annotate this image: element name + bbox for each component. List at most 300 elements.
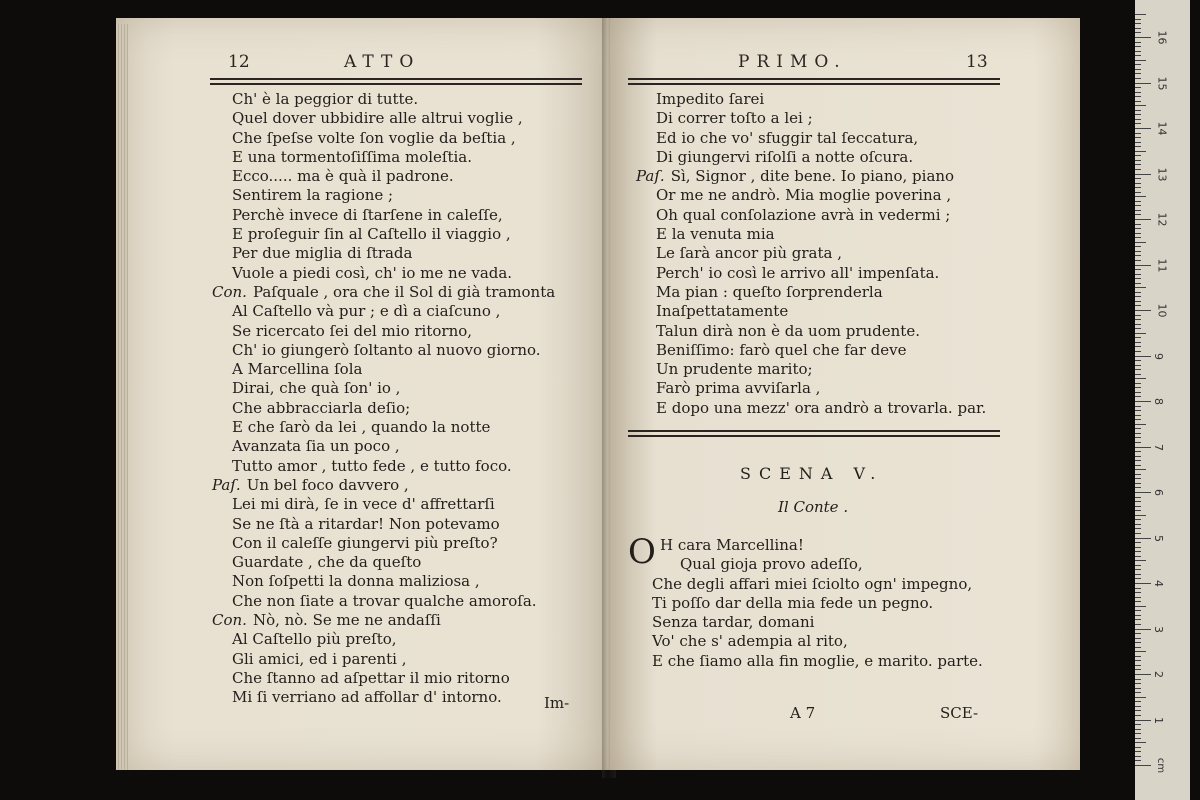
ruler-tick: [1135, 23, 1141, 24]
ruler-tick: [1135, 419, 1141, 420]
ruler-number: 9: [1152, 352, 1165, 360]
ruler-tick: [1135, 146, 1141, 147]
verse-line: [212, 669, 602, 688]
verse-text: Quel dover ubbidire alle altrui voglie ,: [232, 109, 523, 128]
verse-text: Che abbracciarla deſio;: [232, 398, 411, 417]
ruler-tick: [1135, 569, 1141, 570]
ruler-tick: [1135, 237, 1141, 238]
ruler-number: 7: [1152, 443, 1165, 451]
ruler-tick: [1135, 574, 1141, 575]
verse-text: E dopo una mezz' ora andrò a trovarla. par.: [656, 398, 987, 417]
ruler-tick: [1135, 337, 1141, 338]
ruler-number: 11: [1155, 258, 1169, 272]
verse-text: Che non ſiate a trovar qualche amoroſa.: [232, 591, 537, 610]
speaker-label: Paſ.: [212, 475, 241, 494]
ruler-tick: [1135, 765, 1151, 766]
ruler-tick: [1135, 387, 1141, 388]
ruler-tick: [1135, 201, 1141, 202]
verse-text: Avanzata ſia un poco ,: [232, 437, 400, 456]
verse-line: [212, 611, 602, 630]
verse-text: Ch' è la peggior di tutte.: [232, 90, 419, 108]
ruler-tick: [1135, 396, 1141, 397]
verse-line: [212, 129, 602, 148]
verse-text: Dirai, che quà ſon' io ,: [232, 379, 401, 398]
verse-text: Vuole a piedi così, ch' io me ne vada.: [232, 263, 513, 282]
ruler-tick: [1135, 710, 1141, 711]
ruler-tick: [1135, 560, 1146, 561]
verse-text: Gli amici, ed i parenti ,: [232, 649, 407, 668]
ruler-tick: [1135, 406, 1141, 407]
verse-text: Un bel foco davvero ,: [246, 475, 409, 494]
ruler-tick: [1135, 246, 1141, 247]
verse-text: Inaſpettatamente: [656, 302, 789, 321]
measuring-ruler: [1135, 0, 1190, 800]
ruler-tick: [1135, 601, 1141, 602]
speaker-label: Con.: [212, 611, 247, 630]
left-page: [116, 18, 610, 770]
ruler-tick: [1135, 597, 1141, 598]
verse-line: [212, 418, 602, 437]
ruler-tick: [1135, 624, 1141, 625]
ruler-tick: [1135, 538, 1151, 539]
verse-line: [212, 341, 602, 360]
verse-line: [636, 148, 1036, 167]
ruler-tick: [1135, 729, 1141, 730]
ruler-tick: [1135, 51, 1141, 52]
ruler-tick: [1135, 260, 1141, 261]
ruler-tick: [1135, 64, 1141, 65]
verse-line: [212, 206, 602, 225]
verse-line: [212, 553, 602, 572]
ruler-tick: [1135, 319, 1141, 320]
ruler-tick: [1135, 310, 1151, 311]
ruler-tick: [1135, 651, 1146, 652]
verse-text: Un prudente marito;: [656, 360, 813, 379]
ruler-tick: [1135, 228, 1141, 229]
verse-text: Nò, nò. Se me ne andaſſi: [252, 611, 441, 630]
ruler-tick: [1135, 105, 1146, 106]
verse-text: Beniſſimo: farò quel che far deve: [656, 340, 907, 359]
ruler-tick: [1135, 192, 1141, 193]
ruler-tick: [1135, 665, 1141, 666]
ruler-tick: [1135, 160, 1141, 161]
ruler-tick: [1135, 178, 1141, 179]
ruler-tick: [1135, 724, 1141, 725]
verse-line: [212, 630, 602, 649]
ruler-tick: [1135, 588, 1141, 589]
verse-line: [212, 283, 602, 302]
ruler-tick: [1135, 583, 1151, 584]
ruler-tick: [1135, 674, 1151, 675]
ruler-tick: [1135, 642, 1141, 643]
ruler-tick: [1135, 315, 1141, 316]
ruler-tick: [1135, 374, 1141, 375]
ruler-tick: [1135, 451, 1141, 452]
ruler-tick: [1135, 119, 1141, 120]
ruler-tick: [1135, 679, 1141, 680]
running-head-left: ATTO: [344, 52, 421, 72]
ruler-tick: [1135, 497, 1141, 498]
ruler-number: 3: [1152, 625, 1165, 633]
ruler-tick: [1135, 265, 1151, 266]
verse-line: [212, 515, 602, 534]
book-spread: [108, 18, 1080, 778]
ruler-tick: [1135, 78, 1141, 79]
ruler-tick: [1135, 474, 1141, 475]
ruler-tick: [1135, 233, 1141, 234]
ruler-tick: [1135, 219, 1151, 220]
ruler-tick: [1135, 697, 1146, 698]
ruler-tick: [1135, 183, 1141, 184]
verse-text: Al Caſtello và pur ; e dì a ciaſcuno ,: [232, 302, 501, 321]
ruler-tick: [1135, 433, 1141, 434]
ruler-tick: [1135, 283, 1141, 284]
verse-text: Impedito ſarei: [656, 90, 765, 108]
verse-text: Che ſpeſse volte ſon voglie da beſtia ,: [232, 128, 516, 147]
ruler-tick: [1135, 656, 1141, 657]
verse-line: [636, 322, 1036, 341]
head-rule-left: [210, 78, 582, 85]
verse-text: Tutto amor , tutto fede , e tutto foco.: [232, 456, 512, 475]
ruler-tick: [1135, 701, 1141, 702]
scene-verse-line: Ti poſſo dar della mia fede un pegno.: [652, 593, 934, 612]
ruler-tick: [1135, 556, 1141, 557]
ruler-tick: [1135, 328, 1141, 329]
ruler-tick: [1135, 210, 1141, 211]
ruler-tick: [1135, 360, 1141, 361]
verse-text: A Marcellina ſola: [232, 360, 363, 379]
ruler-number: 8: [1152, 398, 1165, 405]
verse-line: [636, 379, 1036, 398]
verse-text: Farò prima avviſarla ,: [656, 379, 821, 398]
ruler-tick: [1135, 137, 1141, 138]
ruler-tick: [1135, 720, 1151, 721]
scene-verse-line: Qual gioja provo adeſſo,: [680, 555, 863, 574]
ruler-tick: [1135, 96, 1141, 97]
ruler-tick: [1135, 378, 1146, 379]
verse-text: Guardate , che da queſto: [232, 553, 422, 572]
verse-text: Paſquale , ora che il Sol di già tramonta: [252, 282, 556, 301]
verse-text: Se ricercato ſei del mio ritorno,: [232, 321, 473, 340]
verse-text: Per due miglia di ſtrada: [232, 244, 413, 263]
verse-text: Al Caſtello più preſto,: [232, 630, 397, 649]
verse-text: Sentirem la ragione ;: [232, 186, 394, 205]
ruler-tick: [1135, 660, 1141, 661]
ruler-number: 2: [1152, 671, 1165, 678]
verse-text: Lei mi dirà, ſe in vece d' affrettarſi: [232, 495, 495, 514]
ruler-tick: [1135, 14, 1146, 15]
ruler-tick: [1135, 224, 1141, 225]
ruler-tick: [1135, 492, 1151, 493]
ruler-tick: [1135, 751, 1141, 752]
ruler-tick: [1135, 487, 1141, 488]
ruler-tick: [1135, 42, 1141, 43]
verse-text: Talun dirà non è da uom prudente.: [656, 321, 920, 340]
verse-line: [636, 264, 1036, 283]
ruler-tick: [1135, 578, 1141, 579]
ruler-tick: [1135, 32, 1141, 33]
verse-text: Ch' io giungerò ſoltanto al nuovo giorno.: [232, 340, 541, 359]
verse-line: [212, 476, 602, 495]
speaker-label: Con.: [212, 282, 247, 301]
verse-line: [212, 322, 602, 341]
ruler-tick: [1135, 442, 1141, 443]
ruler-tick: [1135, 524, 1141, 525]
ruler-tick: [1135, 142, 1141, 143]
verse-line: [212, 244, 602, 263]
ruler-tick: [1135, 465, 1141, 466]
scene-verse-line: Senza tardar, domani: [652, 613, 815, 632]
ruler-number: 12: [1155, 212, 1169, 227]
ruler-tick: [1135, 342, 1141, 343]
ruler-tick: [1135, 542, 1141, 543]
verse-text: Che ſtanno ad aſpettar il mio ritorno: [232, 668, 510, 687]
ruler-tick: [1135, 669, 1141, 670]
verse-line: [636, 360, 1036, 379]
ruler-number: 15: [1155, 76, 1169, 90]
ruler-tick: [1135, 510, 1141, 511]
ruler-tick: [1135, 715, 1141, 716]
verse-text: Se ne ſtà a ritardar! Non potevamo: [232, 514, 500, 533]
speaker-label: Paſ.: [636, 167, 665, 186]
ruler-tick: [1135, 101, 1141, 102]
head-rule-right: [628, 78, 1000, 85]
verse-line: [212, 90, 602, 109]
ruler-number: 13: [1155, 167, 1169, 181]
ruler-number: 16: [1155, 30, 1169, 45]
ruler-tick: [1135, 519, 1141, 520]
verse-text: Ma pian : queſto ſorprenderla: [656, 282, 883, 301]
ruler-tick: [1135, 533, 1141, 534]
ruler-tick: [1135, 692, 1141, 693]
ruler-tick: [1135, 478, 1141, 479]
ruler-tick: [1135, 742, 1146, 743]
ruler-tick: [1135, 747, 1141, 748]
verse-text: Perchè invece di ſtarſene in caleſſe,: [232, 205, 503, 224]
verse-line: [212, 437, 602, 456]
ruler-tick: [1135, 278, 1141, 279]
verse-line: [212, 302, 602, 321]
verse-line: [636, 129, 1036, 148]
ruler-tick: [1135, 547, 1141, 548]
verse-line: [636, 167, 1036, 186]
verse-line: [212, 225, 602, 244]
verse-text: Di correr toſto a lei ;: [656, 109, 813, 128]
verse-line: [636, 206, 1036, 225]
ruler-tick: [1135, 351, 1141, 352]
ruler-tick: [1135, 242, 1146, 243]
ruler-tick: [1135, 551, 1141, 552]
ruler-tick: [1135, 619, 1141, 620]
verse-line: [636, 186, 1036, 205]
ruler-tick: [1135, 169, 1141, 170]
ruler-tick: [1135, 55, 1141, 56]
ruler-tick: [1135, 738, 1141, 739]
catchword-left: Im-: [544, 694, 570, 712]
ruler-tick: [1135, 369, 1141, 370]
ruler-tick: [1135, 128, 1151, 129]
verse-line: [212, 167, 602, 186]
right-page-text: [636, 90, 1036, 418]
ruler-tick: [1135, 133, 1141, 134]
verse-line: [212, 109, 602, 128]
ruler-tick: [1135, 447, 1151, 448]
running-head-right: PRIMO.: [738, 52, 847, 72]
ruler-tick: [1135, 565, 1141, 566]
ruler-tick: [1135, 401, 1151, 402]
ruler-tick: [1135, 356, 1151, 357]
ruler-tick: [1135, 383, 1141, 384]
verse-text: Di giungervi riſolſi a notte oſcura.: [656, 147, 914, 166]
ruler-tick: [1135, 196, 1146, 197]
ruler-tick: [1135, 60, 1146, 61]
ruler-tick: [1135, 305, 1141, 306]
verse-text: Oh qual conſolazione avrà in vedermi ;: [656, 205, 951, 224]
verse-line: [636, 399, 1036, 418]
ruler-number: 4: [1152, 580, 1165, 587]
ruler-tick: [1135, 392, 1141, 393]
ruler-tick: [1135, 174, 1151, 175]
scene-character: Il Conte .: [778, 498, 849, 516]
verse-line: [636, 90, 1036, 109]
ruler-number: 5: [1152, 534, 1165, 542]
verse-text: Or me ne andrò. Mia moglie poverina ,: [656, 186, 952, 205]
ruler-tick: [1135, 633, 1141, 634]
verse-text: Ecco..... ma è quà il padrone.: [232, 167, 454, 186]
ruler-tick: [1135, 592, 1141, 593]
verse-line: [212, 148, 602, 167]
ruler-tick: [1135, 528, 1141, 529]
ruler-tick: [1135, 37, 1151, 38]
verse-text: Perch' io così le arrivo all' impenſata.: [656, 263, 940, 282]
right-page: [610, 18, 1080, 770]
ruler-tick: [1135, 110, 1141, 111]
verse-text: E la venuta mia: [656, 225, 775, 244]
verse-line: [212, 264, 602, 283]
ruler-tick: [1135, 424, 1146, 425]
ruler-tick: [1135, 615, 1141, 616]
verse-line: [212, 495, 602, 514]
verse-text: E che ſarò da lei , quando la notte: [232, 418, 491, 437]
ruler-tick: [1135, 365, 1141, 366]
ruler-number: 10: [1155, 303, 1169, 318]
verse-line: [636, 244, 1036, 263]
ruler-tick: [1135, 410, 1141, 411]
ruler-tick: [1135, 683, 1141, 684]
verse-text: Sì, Signor , dite bene. Io piano, piano: [670, 167, 955, 186]
ruler-tick: [1135, 151, 1146, 152]
signature-mark: A 7: [790, 704, 816, 722]
ruler-tick: [1135, 287, 1146, 288]
ruler-tick: [1135, 506, 1141, 507]
ruler-tick: [1135, 28, 1141, 29]
ruler-tick: [1135, 610, 1141, 611]
ruler-tick: [1135, 87, 1141, 88]
ruler-tick: [1135, 255, 1141, 256]
verse-text: E una tormentoſiſſima moleſtia.: [232, 147, 472, 166]
catchword-right: SCE-: [940, 704, 979, 722]
ruler-tick: [1135, 73, 1141, 74]
ruler-tick: [1135, 205, 1141, 206]
ruler-tick: [1135, 437, 1141, 438]
scene-verse-line: Che degli affari miei ſciolto ogn' impegno,: [652, 574, 973, 593]
ruler-tick: [1135, 483, 1141, 484]
ruler-tick: [1135, 515, 1146, 516]
ruler-unit: cm: [1155, 757, 1167, 774]
verse-line: [636, 302, 1036, 321]
ruler-tick: [1135, 187, 1141, 188]
ruler-tick: [1135, 733, 1141, 734]
ruler-tick: [1135, 501, 1141, 502]
ruler-tick: [1135, 164, 1141, 165]
ruler-tick: [1135, 274, 1141, 275]
verse-line: [212, 534, 602, 553]
ruler-tick: [1135, 415, 1141, 416]
ruler-tick: [1135, 114, 1141, 115]
ruler-tick: [1135, 346, 1141, 347]
ruler-tick: [1135, 469, 1146, 470]
verse-text: Ed io che vo' sfuggir tal ſeccatura,: [656, 128, 919, 147]
ruler-number: 6: [1152, 489, 1165, 496]
ruler-tick: [1135, 19, 1141, 20]
ruler-tick: [1135, 155, 1141, 156]
drop-cap: O: [628, 532, 656, 572]
ruler-tick: [1135, 46, 1141, 47]
left-page-text: [212, 90, 602, 708]
ruler-tick: [1135, 706, 1141, 707]
verse-line: [212, 650, 602, 669]
verse-text: Le ſarà ancor più grata ,: [656, 244, 843, 263]
verse-text: Con il caleſſe giungervi più preſto?: [232, 533, 498, 552]
verse-line: [212, 360, 602, 379]
ruler-tick: [1135, 92, 1141, 93]
verse-line: [212, 379, 602, 398]
ruler-tick: [1135, 296, 1141, 297]
ruler-number: 1: [1152, 716, 1165, 724]
verse-line: [636, 283, 1036, 302]
ruler-tick: [1135, 324, 1141, 325]
verse-line: [212, 186, 602, 205]
verse-text: Mi ſi verriano ad affollar d' intorno.: [232, 688, 502, 707]
ruler-tick: [1135, 428, 1141, 429]
ruler-tick: [1135, 456, 1141, 457]
ruler-tick: [1135, 638, 1141, 639]
verse-line: [212, 592, 602, 611]
scene-title: SCENA V.: [740, 464, 884, 483]
verse-line: [212, 457, 602, 476]
ruler-tick: [1135, 460, 1141, 461]
ruler-tick: [1135, 69, 1141, 70]
page-number-left: 12: [228, 52, 250, 72]
scene-verse-line: H cara Marcellina!: [660, 536, 804, 554]
ruler-tick: [1135, 251, 1141, 252]
verse-line: [636, 341, 1036, 360]
scene-verse-line: Vo' che s' adempia al rito,: [652, 632, 848, 651]
ruler-tick: [1135, 123, 1141, 124]
ruler-tick: [1135, 214, 1141, 215]
verse-line: [636, 109, 1036, 128]
ruler-tick: [1135, 756, 1141, 757]
page-edges: [116, 24, 128, 770]
verse-line: [212, 572, 602, 591]
ruler-tick: [1135, 606, 1146, 607]
verse-text: Non ſoſpetti la donna maliziosa ,: [232, 572, 480, 591]
ruler-tick: [1135, 629, 1151, 630]
ruler-tick: [1135, 292, 1141, 293]
ruler-tick: [1135, 333, 1146, 334]
scene-verse-line: E che ſiamo alla fin moglie, e marito. parte.: [652, 651, 983, 670]
verse-line: [636, 225, 1036, 244]
